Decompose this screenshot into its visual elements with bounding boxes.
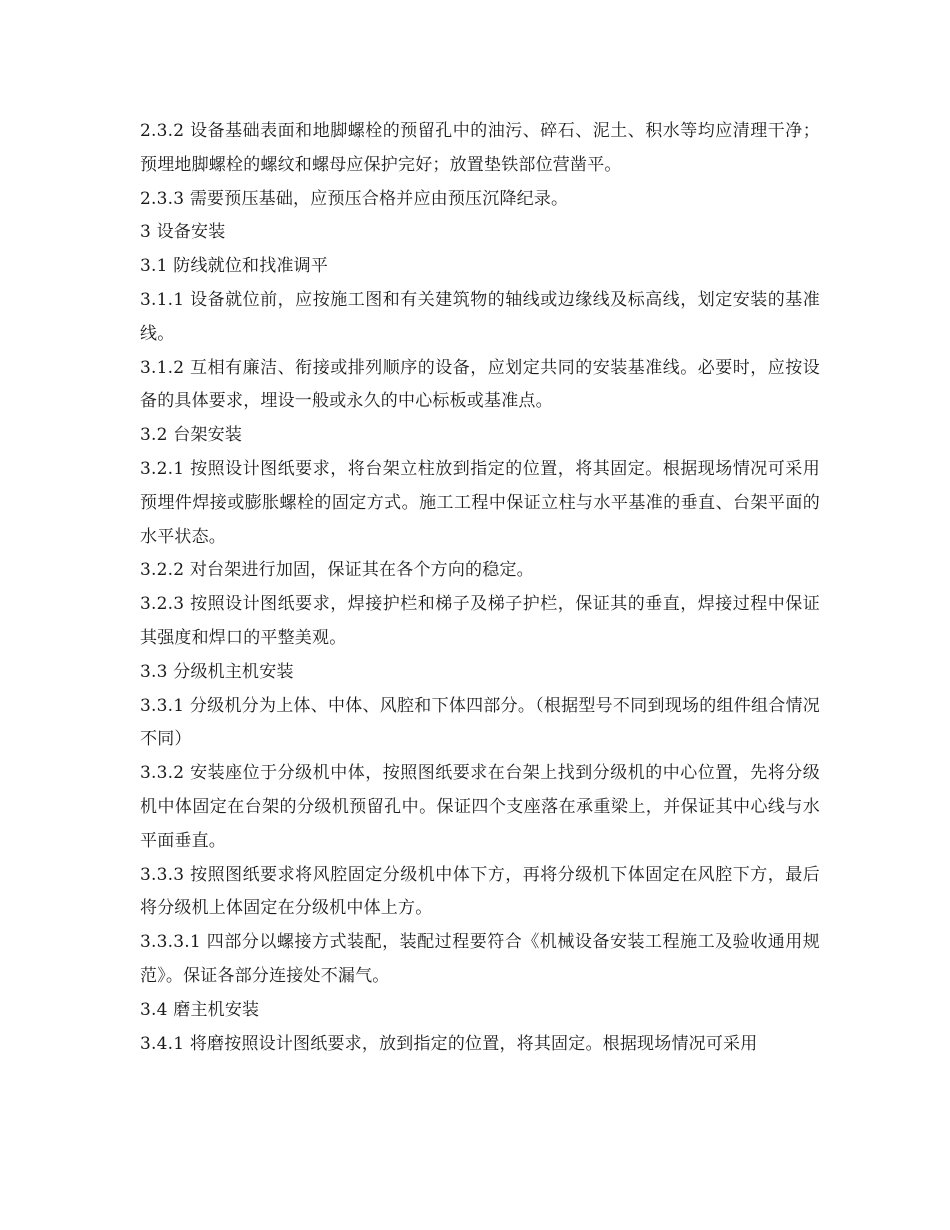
paragraph-3-3-1: 3.3.1 分级机分为上体、中体、风腔和下体四部分。（根据型号不同到现场的组件组合情况不同） bbox=[140, 695, 820, 750]
paragraph-3-1-2: 3.1.2 互相有廉洁、衔接或排列顺序的设备，应划定共同的安装基准线。必要时，应按设备的具体要求，埋设一般或永久的中心标板或基准点。 bbox=[140, 357, 820, 412]
paragraph-3-2-2: 3.2.2 对台架进行加固，保证其在各个方向的稳定。 bbox=[140, 560, 534, 581]
paragraph-3-2-1: 3.2.1 按照设计图纸要求，将台架立柱放到指定的位置，将其固定。根据现场情况可采用预埋件焊接或膨胀螺栓的固定方式。施工工程中保证立柱与水平基准的垂直、台架平面的水平状态。 bbox=[140, 458, 820, 547]
heading-3-2: 3.2 台架安装 bbox=[140, 425, 243, 446]
paragraph-3-3-3: 3.3.3 按照图纸要求将风腔固定分级机中体下方，再将分级机下体固定在风腔下方，最后将分级机上体固定在分级机中体上方。 bbox=[140, 864, 820, 919]
heading-3-1: 3.1 防线就位和找准调平 bbox=[140, 256, 329, 277]
document-body bbox=[140, 115, 820, 1061]
heading-3-3: 3.3 分级机主机安装 bbox=[140, 661, 294, 682]
paragraph-3-1-1: 3.1.1 设备就位前，应按施工图和有关建筑物的轴线或边缘线及标高线，划定安装的基准线。 bbox=[140, 289, 820, 344]
paragraph-2-3-2: 2.3.2 设备基础表面和地脚螺栓的预留孔中的油污、碎石、泥土、积水等均应清理干净；预埋地脚螺栓的螺纹和螺母应保护完好；放置垫铁部位营凿平。 bbox=[140, 121, 820, 175]
paragraph-3-2-3: 3.2.3 按照设计图纸要求，焊接护栏和梯子及梯子护栏，保证其的垂直，焊接过程中保证其强度和焊口的平整美观。 bbox=[140, 594, 820, 648]
paragraph-3-3-2: 3.3.2 安装座位于分级机中体，按照图纸要求在台架上找到分级机的中心位置，先将分级机中体固定在台架的分级机预留孔中。保证四个支座落在承重梁上，并保证其中心线与水平面垂直。 bbox=[140, 763, 820, 851]
paragraph-2-3-3: 2.3.3 需要预压基础，应预压合格并应由预压沉降纪录。 bbox=[140, 188, 569, 209]
heading-3: 3 设备安装 bbox=[140, 222, 226, 243]
heading-3-4: 3.4 磨主机安装 bbox=[140, 999, 260, 1020]
paragraph-3-4-1: 3.4.1 将磨按照设计图纸要求，放到指定的位置，将其固定。根据现场情况可采用 bbox=[140, 1033, 758, 1054]
paragraph-3-3-3-1: 3.3.3.1 四部分以螺接方式装配，装配过程要符合《机械设备安装工程施工及验收通用规范》。保证各部分连接处不漏气。 bbox=[140, 932, 820, 986]
